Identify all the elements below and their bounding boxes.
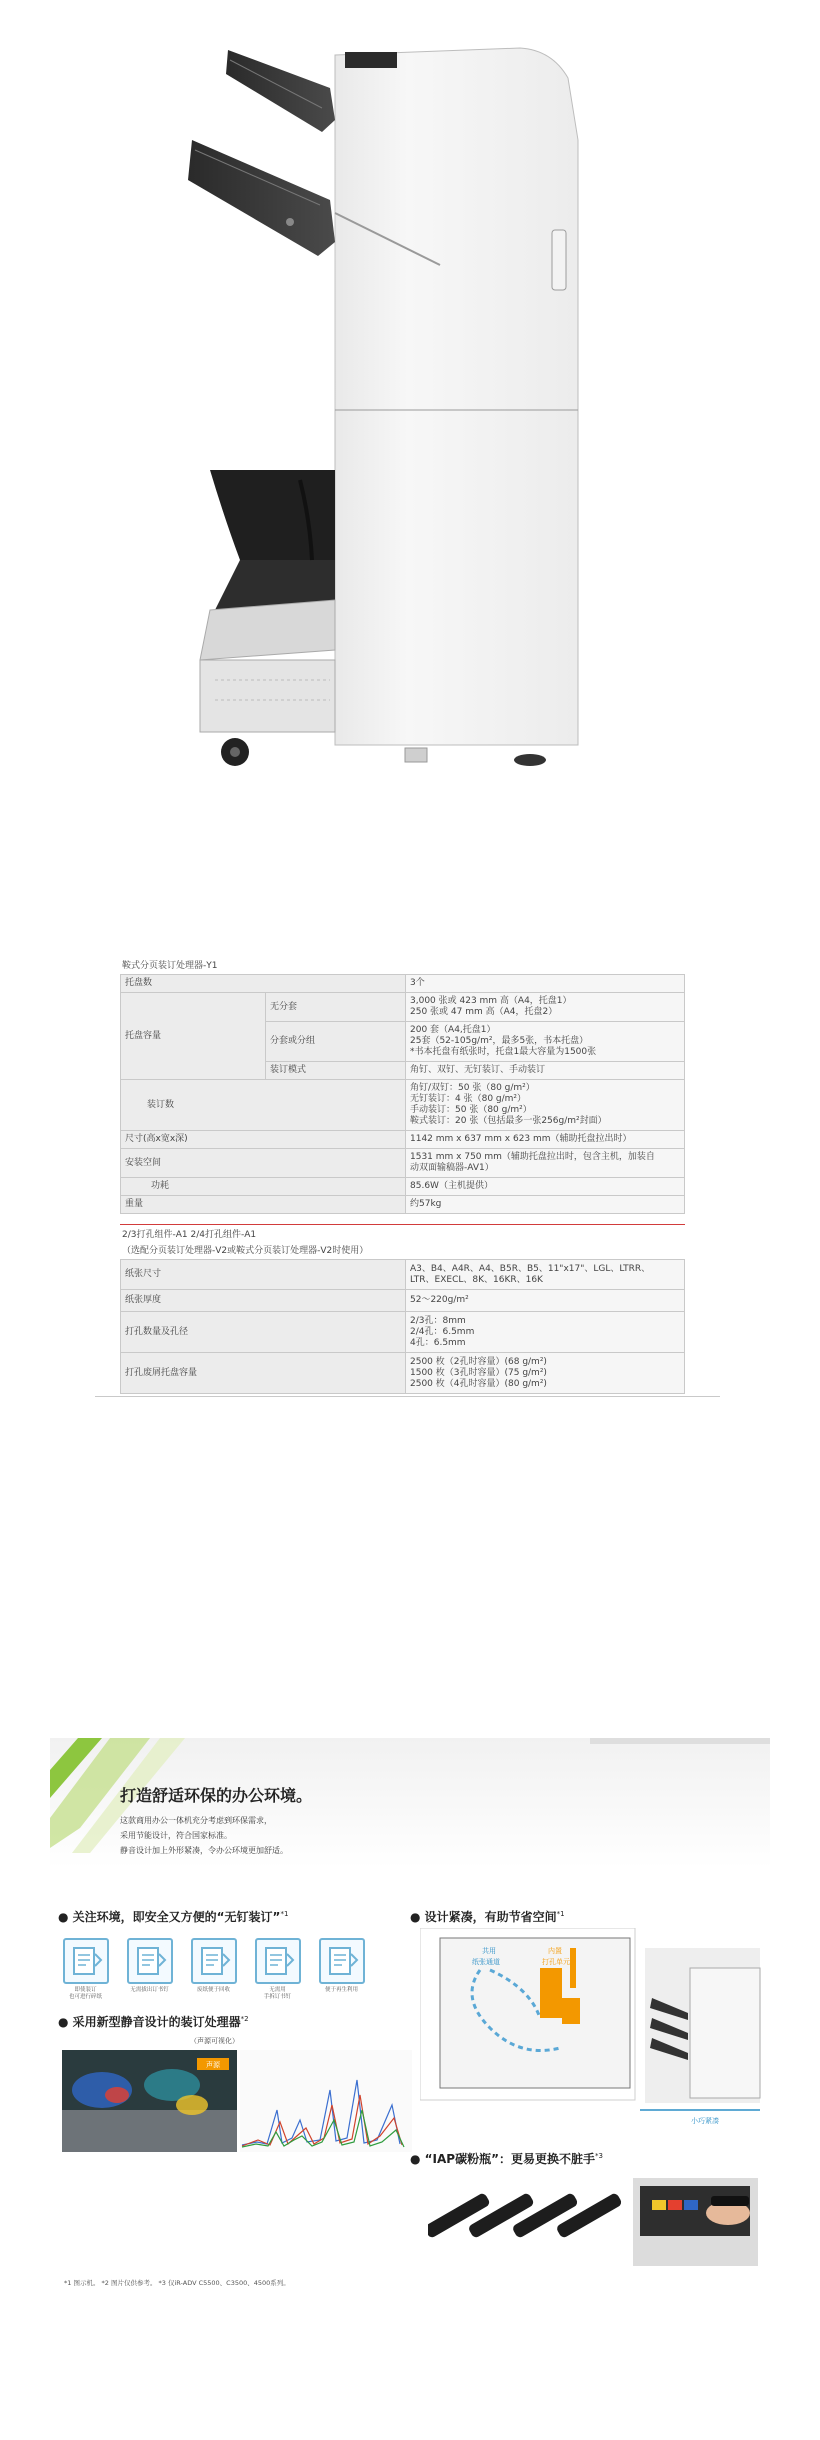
footnote-mark: *3 xyxy=(594,2152,603,2160)
spec-row xyxy=(121,993,685,1022)
feature-caption-line: 废纸便于回收 xyxy=(196,1987,230,1993)
spec-label: 纸张厚度 xyxy=(121,1290,406,1312)
spec-sublabel: 分套或分组 xyxy=(266,1022,406,1062)
spec-label: 安装空间 xyxy=(121,1149,406,1178)
finisher-title: 鞍式分页装订处理器-Y1 xyxy=(122,961,218,971)
brochure-intro xyxy=(120,1813,288,1858)
spec-sublabel: 装订模式 xyxy=(266,1062,406,1080)
toner-bottles-illustration xyxy=(428,2178,758,2268)
spec-row xyxy=(121,975,685,993)
staple-free-feature xyxy=(186,1938,241,1994)
spec-value-line: 2/4孔：6.5mm xyxy=(410,1326,475,1337)
staple-free-feature xyxy=(314,1938,369,1994)
quiet-heading: ● 采用新型静音设计的装订处理器$^{*2}$ xyxy=(58,2015,249,2029)
puncher-title: 2/3打孔组件-A1 2/4打孔组件-A1 xyxy=(122,1230,257,1240)
feature-caption-line: 手拆订书钉 xyxy=(263,1994,292,2000)
spec-value xyxy=(406,1178,685,1196)
spec-value-line: LTR、EXECL、8K、16KR、16K xyxy=(410,1274,543,1285)
spec-value-line: 1531 mm x 750 mm（辅助托盘拉出时，包含主机，加装自 xyxy=(410,1152,655,1162)
bottom-rule xyxy=(95,1396,720,1397)
spec-value-line: 2500 枚（2孔时容量）(68 g/m²) xyxy=(410,1356,547,1367)
puncher-subtitle: （选配分页装订处理器-V2或鞍式分页装订处理器-V2时使用） xyxy=(122,1246,369,1256)
recycle-icon xyxy=(319,1938,365,1984)
spec-value-line: A3、B4、A4R、A4、B5R、B5、11"x17"、LGL、LTRR、 xyxy=(410,1263,651,1274)
finisher-illustration xyxy=(0,0,820,800)
spec-row xyxy=(121,1312,685,1353)
puncher-spec-table xyxy=(120,1259,685,1394)
spec-value-line: 约57kg xyxy=(410,1199,442,1209)
spec-value-line: 3,000 张或 423 mm 高（A4，托盘1） xyxy=(410,996,572,1006)
toner-heading: ● “IAP碳粉瓶”：更易更换不脏手$^{*3}$ xyxy=(410,2152,603,2166)
spec-value-line: 动双面输稿器-AV1） xyxy=(410,1163,494,1173)
quiet-caption: （声源可视化） xyxy=(190,2037,239,2045)
compact-tag: 小巧紧凑 xyxy=(691,2117,719,2125)
staple-free-heading: ● 关注环境，即安全又方便的“无钉装订”$^{*1}$ xyxy=(58,1910,289,1924)
hand-press-icon xyxy=(255,1938,301,1984)
punch-unit-label-2: 打孔单元 xyxy=(542,1958,570,1966)
spec-value-line: 鞍式装订：20 张（包括最多一张256g/m²封面） xyxy=(410,1116,607,1126)
section-divider xyxy=(120,1224,685,1225)
spec-row xyxy=(121,1178,685,1196)
feature-caption xyxy=(58,1987,113,2001)
intro-line: 采用节能设计，符合国家标准。 xyxy=(120,1831,232,1840)
feature-caption-line: 无需用 xyxy=(269,1987,286,1993)
spec-value-line: 3个 xyxy=(410,978,425,988)
spec-value xyxy=(406,1131,685,1149)
feature-caption-line: 即使装订 xyxy=(74,1987,97,1993)
spec-value-line: 无钉装订：4 张（80 g/m²） xyxy=(410,1094,527,1104)
spec-label: 功耗 xyxy=(121,1178,406,1196)
staple-free-feature xyxy=(122,1938,177,1994)
brochure-panel xyxy=(50,1738,770,2308)
compact-heading-text: 设计紧凑，有助节省空间 xyxy=(424,1910,557,1924)
toner-heading-text: “IAP碳粉瓶”：更易更换不脏手 xyxy=(424,2152,595,2166)
brochure-header xyxy=(50,1738,770,1868)
spec-value-line: 1500 枚（3孔时容量）(75 g/m²) xyxy=(410,1367,547,1378)
spec-sheet xyxy=(120,958,685,1394)
spec-label: 纸张尺寸 xyxy=(121,1260,406,1290)
footnote-mark: *2 xyxy=(240,2015,249,2023)
sound-source-tag-text: 声源 xyxy=(206,2061,220,2069)
spec-row xyxy=(121,1131,685,1149)
no-staple-icon xyxy=(127,1938,173,1984)
spec-value-line: 2500 枚（4孔时容量）(80 g/m²) xyxy=(410,1378,547,1389)
spec-row xyxy=(121,1196,685,1214)
quiet-heading-text: 采用新型静音设计的装订处理器 xyxy=(72,2015,241,2029)
brochure-title: 打造舒适环保的办公环境。 xyxy=(120,1786,313,1805)
spec-value xyxy=(406,993,685,1022)
staple-free-icons xyxy=(58,1938,408,2008)
feature-caption xyxy=(314,1987,369,1994)
spec-row xyxy=(121,1149,685,1178)
spec-label: 重量 xyxy=(121,1196,406,1214)
spec-value-line: 2/3孔：8mm xyxy=(410,1315,466,1326)
spec-value-line: 85.6W（主机提供） xyxy=(410,1181,493,1191)
spec-row xyxy=(121,1260,685,1290)
spec-value-line: 52～220g/m² xyxy=(410,1295,469,1305)
spec-label: 尺寸(高x宽x深) xyxy=(121,1131,406,1149)
staple-free-feature xyxy=(58,1938,113,2001)
spec-value-line: 4孔：6.5mm xyxy=(410,1337,466,1348)
spec-value xyxy=(406,1196,685,1214)
spec-value-line: 1142 mm x 637 mm x 623 mm（辅助托盘拉出时） xyxy=(410,1134,632,1144)
spec-value xyxy=(406,1080,685,1131)
spec-label: 打孔废屑托盘容量 xyxy=(121,1353,406,1394)
spec-value xyxy=(406,1260,685,1290)
spec-value xyxy=(406,1062,685,1080)
feature-caption-line: 无需拔出订书钉 xyxy=(130,1987,169,1993)
spec-label: 打孔数量及孔径 xyxy=(121,1312,406,1353)
feature-caption xyxy=(122,1987,177,1994)
footnote-mark: *1 xyxy=(556,1910,565,1918)
spec-value-line: 250 张或 47 mm 高（A4，托盘2） xyxy=(410,1007,558,1017)
spec-value xyxy=(406,1312,685,1353)
spec-value xyxy=(406,975,685,993)
feature-caption-line: 也可进行碎纸 xyxy=(68,1994,102,2000)
punch-unit-label-1: 内置 xyxy=(548,1947,562,1955)
feature-caption-line: 便于再生利用 xyxy=(324,1987,358,1993)
compact-diagram xyxy=(420,1928,765,2128)
spec-label: 托盘数 xyxy=(121,975,406,993)
spec-value-line: 角钉/双钉：50 张（80 g/m²） xyxy=(410,1083,535,1093)
spec-row xyxy=(121,1290,685,1312)
feature-caption xyxy=(186,1987,241,1994)
intro-line: 静音设计加上外形紧凑，令办公环境更加舒适。 xyxy=(120,1846,288,1855)
spec-value-line: 角钉、双钉、无钉装订、手动装订 xyxy=(410,1065,546,1075)
footnote-mark: *1 xyxy=(280,1910,289,1918)
shared-path-label-1: 共用 xyxy=(482,1947,496,1955)
finisher-spec-table xyxy=(120,974,685,1214)
spec-value xyxy=(406,1290,685,1312)
spec-row xyxy=(121,1353,685,1394)
spec-value-line: *书本托盘有纸张时，托盘1最大容量为1500张 xyxy=(410,1047,597,1057)
compact-heading: ● 设计紧凑，有助节省空间$^{*1}$ xyxy=(410,1910,565,1924)
sheet-stack-icon xyxy=(63,1938,109,1984)
intro-line: 这款商用办公一体机充分考虑到环保需求， xyxy=(120,1816,272,1825)
staple-free-heading-text: 关注环境，即安全又方便的“无钉装订” xyxy=(72,1910,281,1924)
noise-visualization xyxy=(62,2050,412,2152)
feature-caption xyxy=(250,1987,305,2001)
spec-value xyxy=(406,1149,685,1178)
spec-sublabel: 无分套 xyxy=(266,993,406,1022)
spec-label: 装订数 xyxy=(121,1080,406,1131)
spec-label: 托盘容量 xyxy=(121,993,266,1080)
spec-row xyxy=(121,1080,685,1131)
paper-icon xyxy=(191,1938,237,1984)
spec-value xyxy=(406,1353,685,1394)
shared-path-label-2: 纸张通道 xyxy=(472,1958,500,1966)
product-image xyxy=(0,0,820,800)
spec-value-line: 25套（52-105g/m²，最多5张，书本托盘） xyxy=(410,1036,589,1046)
staple-free-feature xyxy=(250,1938,305,2001)
spec-value-line: 手动装订：50 张（80 g/m²） xyxy=(410,1105,532,1115)
spec-value xyxy=(406,1022,685,1062)
spec-value-line: 200 套（A4,托盘1） xyxy=(410,1025,496,1035)
brochure-footnote: *1 图示机。 *2 图片仅供参考。 *3 仅iR-ADV C5500、C3500、4500系列。 xyxy=(64,2279,290,2287)
